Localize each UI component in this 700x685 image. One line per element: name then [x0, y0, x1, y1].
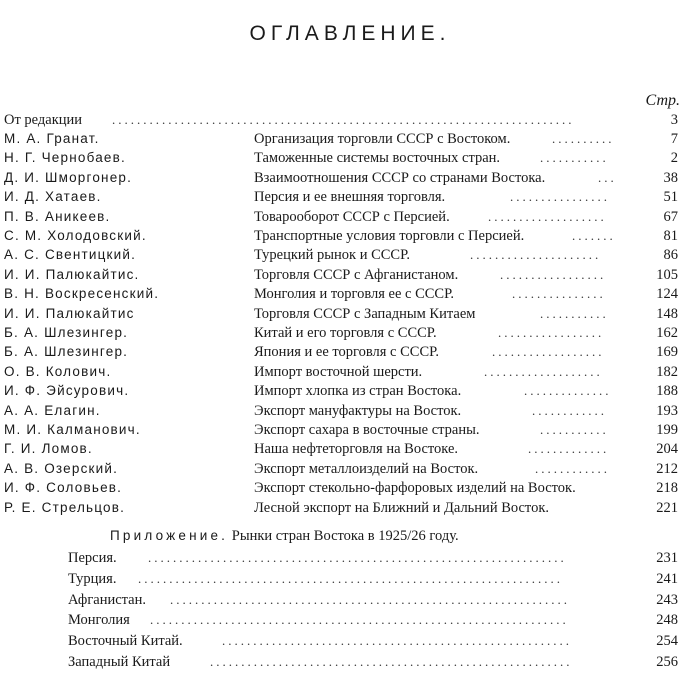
appendix-entry-label: Персия.: [68, 550, 117, 566]
toc-author: И. И. Палюкайтис: [4, 305, 135, 321]
dot-leader: ...........: [540, 150, 609, 166]
toc-entry: [0, 304, 700, 324]
dot-leader: ............: [532, 402, 607, 418]
toc-page-number: 241: [656, 570, 678, 587]
toc-entry: [0, 168, 700, 188]
dot-leader: ..........................................................: [210, 654, 573, 669]
toc-article-title: Турецкий рынок и СССР.: [254, 247, 410, 264]
toc-article-title: Таможенные системы восточных стран.: [254, 150, 501, 167]
toc-author: А. С. Свентицкий.: [4, 247, 137, 263]
dot-leader: ...............: [512, 286, 606, 302]
toc-entry: [0, 207, 700, 227]
dot-leader: ...........: [540, 422, 609, 437]
toc-entry: [0, 342, 700, 362]
dot-leader: .................: [500, 266, 607, 282]
toc-entry: [0, 459, 700, 479]
toc-page-number: 148: [656, 305, 678, 322]
toc-entry: [0, 129, 700, 149]
dot-leader: .......: [572, 228, 616, 243]
toc-entry: [0, 323, 700, 343]
dot-leader: ............: [535, 460, 610, 476]
toc-article-title: Торговля СССР с Западным Китаем: [254, 305, 476, 322]
appendix-entry-label: Турция.: [68, 570, 117, 587]
dot-leader: .....................: [470, 247, 602, 263]
page-column-header: Стр.: [645, 92, 680, 109]
appendix-entry: [0, 590, 700, 610]
toc-article-title: Лесной экспорт на Ближний и Дальний Восток.: [254, 499, 549, 516]
toc-entry: [0, 362, 700, 382]
toc-author: П. В. Аникеев.: [4, 208, 111, 224]
appendix-entry: [0, 610, 700, 630]
dot-leader: ...................................................................: [150, 612, 569, 628]
toc-page-number: 199: [656, 422, 678, 438]
toc-entry: [0, 148, 700, 168]
toc-author: Б. А. Шлезингер.: [4, 325, 129, 340]
toc-page-number: 81: [663, 228, 678, 244]
toc-author: А. А. Елагин.: [4, 402, 101, 418]
toc-author: И. Ф. Соловьев.: [4, 480, 123, 496]
toc-article-title: Взаимоотношения СССР со странами Востока.: [254, 169, 546, 186]
dot-leader: ................................................................: [170, 591, 570, 607]
toc-page-number: 86: [663, 247, 678, 264]
toc-entry: [0, 498, 700, 518]
toc-page-number: 162: [656, 325, 678, 341]
appendix-title: Рынки стран Востока в 1925/26 году.: [231, 528, 459, 544]
toc-entry: [0, 401, 700, 421]
toc-author: О. В. Колович.: [4, 363, 112, 379]
toc-article-title: Импорт восточной шерсти.: [254, 363, 423, 380]
appendix-entry-label: Западный Китай: [68, 654, 171, 670]
toc-author: Б. А. Шлезингер.: [4, 344, 129, 360]
dot-leader: ..............: [524, 383, 612, 399]
toc-article-title: Транспортные условия торговли с Персией.: [254, 228, 525, 244]
dot-leader: ...: [598, 169, 617, 185]
toc-article-title: Экспорт стекольно-фарфоровых изделий на Восток.: [254, 480, 576, 497]
toc-author: С. М. Холодовский.: [4, 228, 147, 243]
toc-article-title: Монголия и торговля ее с СССР.: [254, 286, 454, 303]
toc-page-number: 204: [656, 441, 678, 458]
toc-article-title: Экспорт металлоизделий на Восток.: [254, 460, 479, 477]
toc-page-number: 248: [656, 612, 678, 629]
toc-author: В. Н. Воскресенский.: [4, 286, 160, 302]
toc-article-title: Китай и его торговля с СССР.: [254, 325, 437, 341]
dot-leader: ..........................................................................: [112, 112, 575, 127]
toc-entry: [0, 284, 700, 304]
toc-author: Р. Е. Стрельцов.: [4, 499, 126, 515]
toc-page-number: 243: [656, 591, 678, 608]
toc-entry: [0, 187, 700, 207]
appendix-entry-label: Афганистан.: [68, 591, 146, 608]
appendix-entry-label: Восточный Китай.: [68, 633, 183, 650]
toc-article-title: Организация торговли СССР с Востоком.: [254, 131, 511, 147]
dot-leader: ........................................................: [222, 633, 572, 649]
dot-leader: ................: [510, 189, 610, 205]
toc-author: Д. И. Шморгонер.: [4, 169, 133, 185]
dot-leader: ..........: [552, 131, 615, 146]
toc-article-title: Экспорт мануфактуры на Восток.: [254, 402, 462, 419]
dot-leader: ...................................................................: [148, 550, 567, 565]
dot-leader: .................: [498, 325, 605, 340]
toc-author: И. И. Палюкайтис.: [4, 266, 140, 282]
toc-page-number: 182: [656, 363, 678, 380]
toc-page-number: 212: [656, 460, 678, 477]
appendix-entry: [0, 652, 700, 672]
appendix-entry-label: Монголия: [68, 612, 130, 629]
toc-article-title: Товарооборот СССР с Персией.: [254, 208, 450, 225]
appendix-heading: [110, 528, 459, 545]
appendix-entry: [0, 631, 700, 651]
toc-author: И. Ф. Эйсурович.: [4, 383, 130, 399]
toc-author: И. Д. Хатаев.: [4, 189, 102, 205]
dot-leader: ...................: [488, 208, 607, 224]
toc-author: М. И. Калманович.: [4, 422, 141, 437]
toc-author: М. А. Гранат.: [4, 131, 100, 146]
toc-page-number: 169: [656, 344, 678, 361]
toc-author: А. В. Озерский.: [4, 460, 119, 476]
appendix-label: Приложение.: [110, 528, 229, 543]
page-title: ОГЛАВЛЕНИЕ.: [249, 22, 451, 45]
dot-leader: ...........: [540, 305, 609, 321]
toc-page-number: 254: [656, 633, 678, 650]
dot-leader: .............: [528, 441, 610, 457]
toc-article-title: Япония и ее торговля с СССР.: [254, 344, 439, 361]
toc-article-title: Экспорт сахара в восточные страны.: [254, 422, 480, 438]
toc-page-number: 218: [656, 480, 678, 497]
dot-leader: ....................................................................: [138, 570, 563, 586]
toc-article-title: Торговля СССР с Афганистаном.: [254, 266, 459, 283]
toc-page-number: 3: [670, 112, 678, 128]
toc-page-number: 7: [670, 131, 678, 147]
toc-entry: [0, 245, 700, 265]
toc-page-number: 67: [663, 208, 678, 225]
toc-author: Н. Г. Чернобаев.: [4, 150, 126, 166]
toc-page-number: 124: [656, 286, 678, 303]
appendix-entry: [0, 548, 700, 568]
toc-article-title: Персия и ее внешняя торговля.: [254, 189, 446, 206]
dot-leader: ..................: [492, 344, 605, 360]
toc-author: Г. И. Ломов.: [4, 441, 93, 457]
toc-entry-editor: [0, 110, 700, 130]
toc-page-number: 2: [670, 150, 678, 167]
toc-page-number: 231: [656, 550, 678, 566]
toc-article-title: Импорт хлопка из стран Востока.: [254, 383, 462, 400]
toc-page-number: 38: [663, 169, 678, 186]
dot-leader: ...................: [484, 363, 603, 379]
toc-entry: [0, 478, 700, 498]
toc-page-number: 105: [656, 266, 678, 283]
toc-entry: [0, 420, 700, 440]
toc-entry: [0, 265, 700, 285]
toc-entry: [0, 381, 700, 401]
toc-entry: [0, 226, 700, 246]
editor-entry-label: От редакции: [4, 112, 83, 128]
toc-page-number: 188: [656, 383, 678, 400]
appendix-entry: [0, 569, 700, 589]
toc-page-number: 221: [656, 499, 678, 516]
toc-page-number: 256: [656, 654, 678, 670]
toc-entry: [0, 439, 700, 459]
toc-page-number: 51: [663, 189, 678, 206]
toc-page-number: 193: [656, 402, 678, 419]
toc-article-title: Наша нефтеторговля на Востоке.: [254, 441, 459, 458]
